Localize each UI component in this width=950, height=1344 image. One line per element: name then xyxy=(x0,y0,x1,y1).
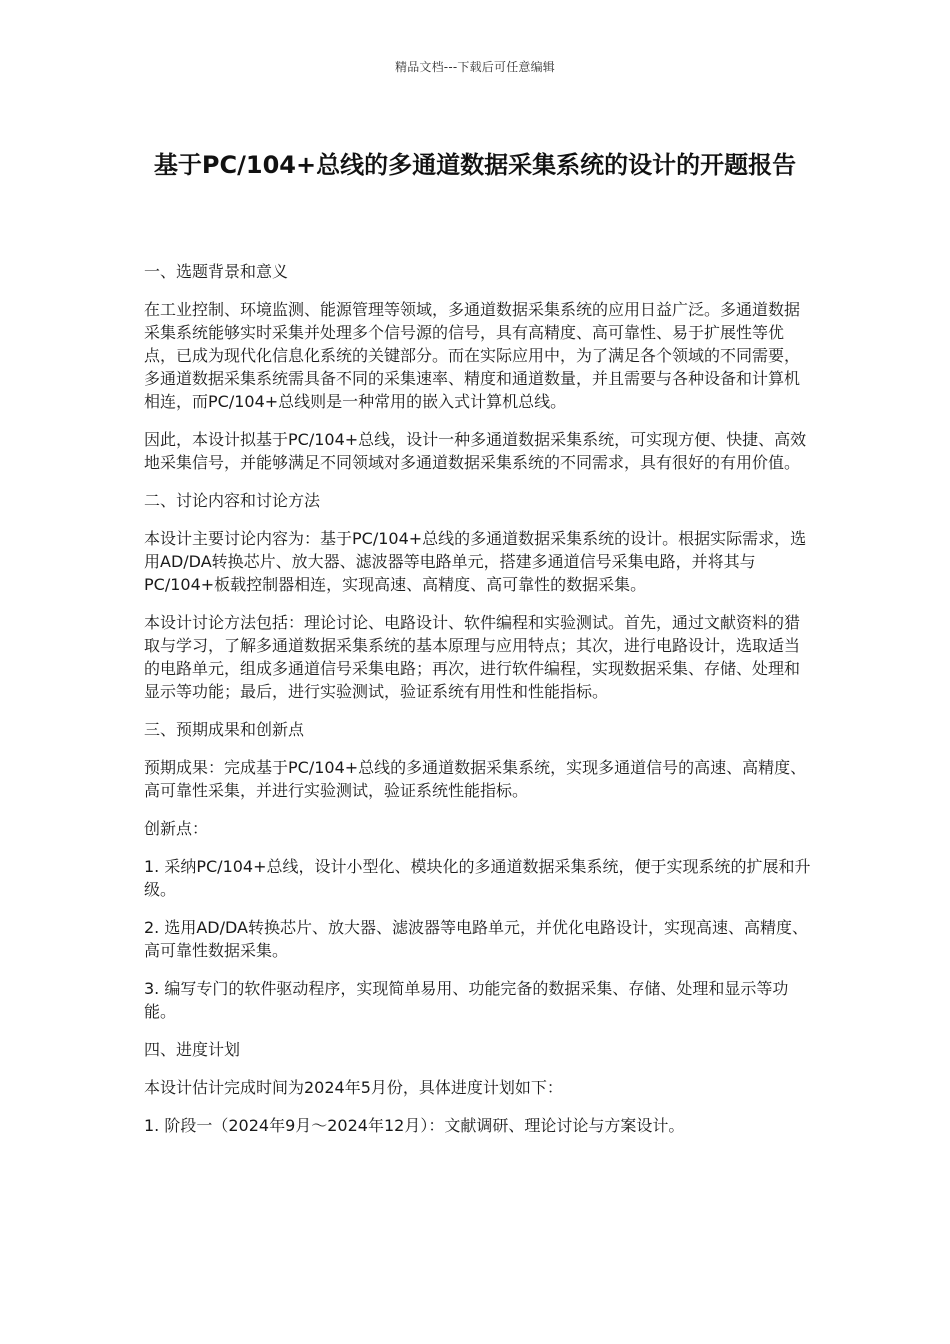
list-item-schedule-1: 1. 阶段一（2024年9月～2024年12月）：文献调研、理论讨论与方案设计。 xyxy=(144,1116,685,1135)
document-title: 基于PC/104+总线的多通道数据采集系统的设计的开题报告 xyxy=(153,151,797,179)
header-note: 精品文档---下载后可任意编辑 xyxy=(395,60,555,74)
section-heading-background: 一、选题背景和意义 xyxy=(144,262,289,281)
section-heading-research: 二、讨论内容和讨论方法 xyxy=(144,491,321,510)
list-item-innovation-1: 1. 采纳PC/104+总线，设计小型化、模块化的多通道数据采集系统，便于实现系统的扩展和升级。 xyxy=(144,857,811,899)
list-item-innovation-2: 2. 选用AD/DA转换芯片、放大器、滤波器等电路单元，并优化电路设计，实现高速、高精度、高可靠性数据采集。 xyxy=(144,918,808,960)
paragraph-research-method: 本设计讨论方法包括：理论讨论、电路设计、软件编程和实验测试。首先，通过文献资料的猎取与学习，了解多通道数据采集系统的基本原理与应用特点；其次，进行电路设计，选取适当的电路单元，组成多通道信号采集电路；再次，进行软件编程，实现数据采集、存储、处理和显示等功能；最后，进行实验测试，验证系统有用性和性能指标。 xyxy=(144,613,801,701)
list-item-innovation-3: 3. 编写专门的软件驱动程序，实现简单易用、功能完备的数据采集、存储、处理和显示等功能。 xyxy=(144,979,789,1021)
paragraph-background-2: 因此，本设计拟基于PC/104+总线，设计一种多通道数据采集系统，可实现方便、快捷、高效地采集信号，并能够满足不同领域对多通道数据采集系统的不同需求，具有很好的有用价值。 xyxy=(144,430,807,472)
paragraph-innovation-label: 创新点： xyxy=(144,819,209,838)
paragraph-expected-outcomes: 预期成果：完成基于PC/104+总线的多通道数据采集系统，实现多通道信号的高速、高精度、高可靠性采集，并进行实验测试，验证系统性能指标。 xyxy=(144,758,807,800)
document-body xyxy=(144,260,812,1152)
paragraph-research-content: 本设计主要讨论内容为：基于PC/104+总线的多通道数据采集系统的设计。根据实际需求，选用AD/DA转换芯片、放大器、滤波器等电路单元，搭建多通道信号采集电路，并将其与PC/104+板载控制器相连，实现高速、高精度、高可靠性的数据采集。 xyxy=(144,529,807,594)
paragraph-background-1: 在工业控制、环境监测、能源管理等领域，多通道数据采集系统的应用日益广泛。多通道数据采集系统能够实时采集并处理多个信号源的信号，具有高精度、高可靠性、易于扩展性等优点，已成为现代化信息化系统的关键部分。而在实际应用中，为了满足各个领域的不同需要，多通道数据采集系统需具备不同的采集速率、精度和通道数量，并且需要与各种设备和计算机相连，而PC/104+总线则是一种常用的嵌入式计算机总线。 xyxy=(144,300,801,411)
section-heading-schedule: 四、进度计划 xyxy=(144,1040,241,1059)
section-heading-outcomes: 三、预期成果和创新点 xyxy=(144,720,305,739)
paragraph-schedule-intro: 本设计估计完成时间为2024年5月份，具体进度计划如下： xyxy=(144,1078,563,1097)
